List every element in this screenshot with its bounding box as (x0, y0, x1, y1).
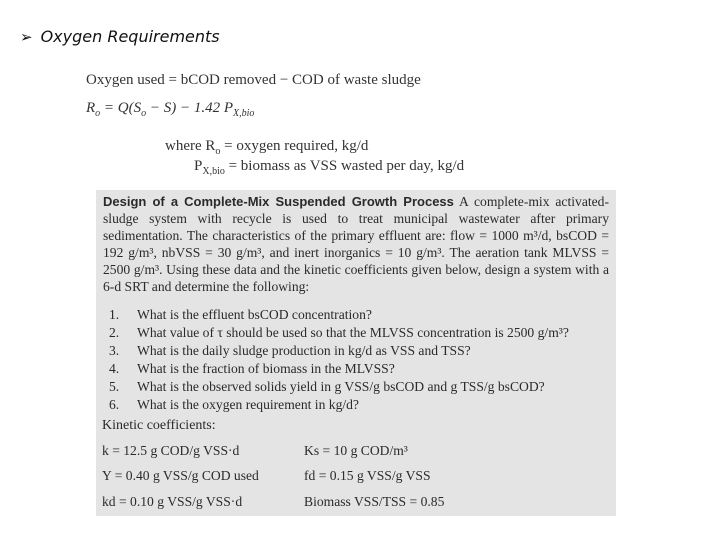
question-number: 6. (109, 397, 120, 412)
example-paragraph (103, 193, 609, 295)
question-number: 3. (109, 343, 120, 358)
oxygen-required-equation (86, 100, 254, 119)
eq-term: − S) − 1.42 P (146, 100, 234, 116)
where-definition-px (194, 158, 464, 177)
question-list (109, 307, 569, 415)
list-item (109, 343, 569, 361)
eq-subscript: X,bio (202, 166, 225, 177)
list-item (109, 397, 569, 415)
kinetic-coefficient-y: Y = 0.40 g VSS/g COD used (102, 468, 259, 483)
question-number: 1. (109, 307, 120, 322)
list-item (109, 325, 569, 343)
kinetic-coefficient-vss-tss: Biomass VSS/TSS = 0.85 (304, 494, 445, 509)
eq-subscript: o (141, 108, 147, 119)
question-text: What value of τ should be used so that the MLVSS concentration is 2500 g/m³? (137, 325, 569, 340)
question-text: What is the daily sludge production in kg/d as VSS and TSS? (137, 343, 471, 358)
eq-subscript: o (95, 108, 101, 119)
question-number: 2. (109, 325, 120, 340)
where-prefix: P (194, 158, 203, 174)
where-definition-ro (165, 138, 368, 157)
example-paragraph-text: A complete-mix activated-sludge system with recycle is used to treat municipal wastewater after primary sedimentation. The characteristics of the primary effluent are: flow = 1000 m³/d, bsCOD = 192 g/m³, nbVSS = 30 g/m³, and inert inorganics = 10 g/m³. The aeration tank MLVSS = 2500 g/m³. Using these data and the kinetic coefficients given below, design a system with a 6-d SRT and determine the following: (103, 194, 609, 294)
question-text: What is the effluent bsCOD concentration? (137, 307, 372, 322)
kinetic-coefficient-ks: Ks = 10 g COD/m³ (304, 443, 408, 458)
where-prefix: where R (165, 138, 216, 154)
example-problem-box (96, 190, 616, 516)
question-text: What is the fraction of biomass in the MLVSS? (137, 361, 395, 376)
list-item (109, 379, 569, 397)
question-text: What is the observed solids yield in g VSS/g bsCOD and g TSS/g bsCOD? (137, 379, 545, 394)
eq-term: R (86, 100, 96, 116)
eq-subscript: o (215, 146, 221, 157)
question-number: 4. (109, 361, 120, 376)
where-text: = biomass as VSS wasted per day, kg/d (224, 158, 465, 174)
question-text: What is the oxygen requirement in kg/d? (137, 397, 359, 412)
kinetic-coefficient-fd: fd = 0.15 g VSS/g VSS (304, 468, 431, 483)
kinetic-coefficients-title: Kinetic coefficients: (102, 418, 216, 433)
eq-term: = Q(S (100, 100, 142, 116)
oxygen-used-equation: Oxygen used = bCOD removed − COD of waste sludge (86, 72, 421, 88)
arrow-bullet-icon: ➢ (20, 28, 33, 46)
where-text: = oxygen required, kg/d (220, 138, 369, 154)
list-item (109, 307, 569, 325)
slide-title (20, 27, 220, 46)
list-item (109, 361, 569, 379)
example-heading: Design of a Complete-Mix Suspended Growth Process (103, 194, 454, 209)
slide-title-text: Oxygen Requirements (40, 27, 220, 46)
question-number: 5. (109, 379, 120, 394)
kinetic-coefficient-k: k = 12.5 g COD/g VSS·d (102, 443, 240, 458)
eq-subscript: X,bio (233, 108, 255, 119)
kinetic-coefficient-kd: kd = 0.10 g VSS/g VSS·d (102, 494, 243, 509)
